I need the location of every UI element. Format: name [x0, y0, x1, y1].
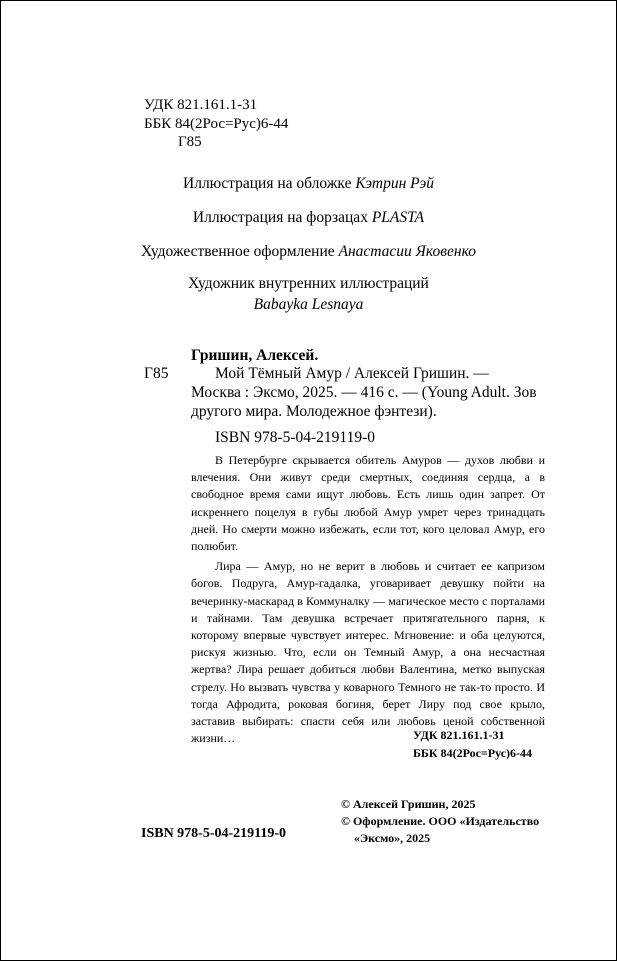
bbk-code: ББК 84(2Рос=Рус)6-44: [144, 116, 289, 132]
biblio-line-3: другого мира. Молодежное фэнтези).: [191, 403, 437, 420]
biblio-author-mark: Г85: [144, 365, 169, 382]
endpaper-label: Иллюстрация на форзацах: [192, 209, 368, 226]
inner-illustration-artist: [1, 296, 616, 314]
design-credit: [1, 243, 616, 261]
design-label: Художественное оформление: [141, 243, 335, 260]
copyright-design-line-2: «Эксмо», 2025: [354, 831, 431, 845]
footer-isbn: ISBN 978-5-04-219119-0: [141, 826, 287, 841]
cover-illustration-credit: [1, 175, 616, 193]
biblio-line-1: Мой Тёмный Амур / Алексей Гришин. —: [215, 365, 489, 382]
cover-label: Иллюстрация на обложке: [183, 175, 352, 192]
endpaper-artist: PLASTA: [371, 209, 425, 226]
biblio-isbn: ISBN 978-5-04-219119-0: [215, 429, 376, 446]
inner-artist: Babayka Lesnaya: [253, 296, 364, 313]
annotation-udk: УДК 821.161.1-31: [413, 728, 505, 742]
udk-code: УДК 821.161.1-31: [144, 97, 258, 113]
author-mark: Г85: [178, 134, 202, 150]
annotation-paragraph-2: Лира — Амур, но не верит в любовь и считает ее капризом богов. Подруга, Амур-гадалка, уговаривает девушку пойти на вечеринку-маскарад в Коммуналку — магическое место с порталами и тайнами. Там девушка встречает притягательного парня, к которому впервые чувствует интерес. Мгновение: и оба целуются, рискуя жизнью. Что, если он Темный Амур, а она несчастная жертва? Лира решает добиться любви Валентина, метко выпуская стрелу. Но вызвать чувства у коварного Темного не так-то просто. И тогда Афродита, роковая богиня, берет Лиру под свое крыло, заставив выбирать: спасти себя или любовь ценой собственной жизни…: [191, 559, 545, 746]
inner-illustration-label: Художник внутренних иллюстраций: [188, 275, 429, 292]
cover-artist: Кэтрин Рэй: [355, 175, 434, 192]
copyright-design-line-1: © Оформление. ООО «Издательство: [341, 814, 540, 828]
annotation-bbk: ББК 84(2Рос=Рус)6-44: [413, 746, 533, 760]
annotation: [191, 452, 545, 747]
biblio-line-2: Москва : Эксмо, 2025. — 416 с. — (Young Adult. Зов: [191, 384, 537, 401]
copyright-author: © Алексей Гришин, 2025: [341, 797, 476, 811]
annotation-paragraph-1: В Петербурге скрывается обитель Амуров — духов любви и влечения. Они живут среди смертных, соединяя сердца, а в свободное время сами ищут любовь. Есть лишь один запрет. От искреннего поцелуя в губы любой Амур умрет через тринадцать дней. Но смерти можно избежать, если тот, кого целовал Амур, его полюбит.: [191, 453, 545, 554]
endpaper-illustration-credit: [1, 209, 616, 227]
design-artist: Анастасии Яковенко: [338, 243, 476, 260]
author-heading: Гришин, Алексей.: [191, 347, 319, 364]
